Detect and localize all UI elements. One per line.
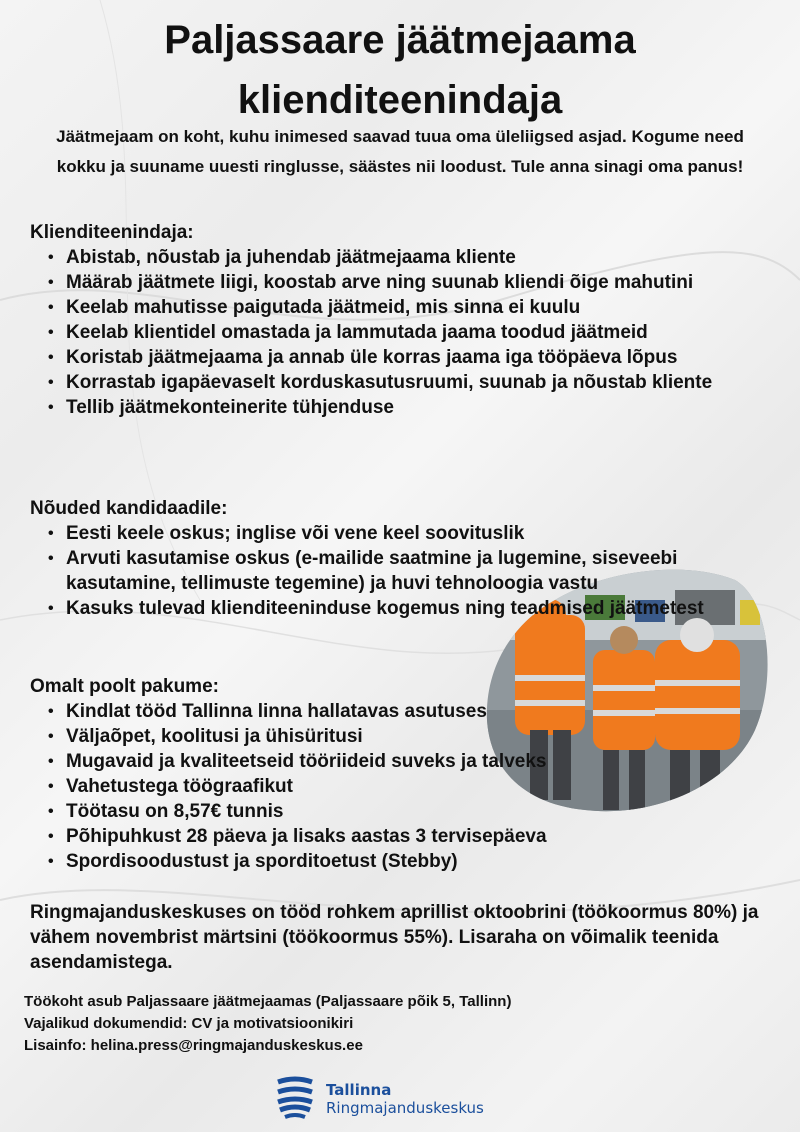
requirements-item: • Kasuks tulevad klienditeeninduse kogemus ning teadmised jäätmetest: [66, 596, 780, 621]
duties-list: [30, 245, 780, 420]
offers-title: Omalt poolt pakume:: [30, 676, 219, 697]
logo-text: [326, 1081, 484, 1117]
info-block: [24, 991, 784, 1057]
location-text: Töökoht asub Paljassaare jäätmejaamas (Paljassaare põik 5, Tallinn): [24, 993, 512, 1010]
duties-item: • Keelab klientidel omastada ja lammutada jaama toodud jäätmeid: [66, 320, 780, 345]
shield-logo-icon: [276, 1076, 314, 1122]
organization-logo: [276, 1076, 484, 1122]
page-title: [0, 10, 800, 130]
requirements-item: • Eesti keele oskus; inglise või vene keel soovituslik: [66, 521, 780, 546]
closing-text: Ringmajanduskeskuses on tööd rohkem aprillist oktoobrini (töökoormus 80%) ja vähem novembrist märtsini (töökoormus 55%). Lisaraha on võimalik teenida asendamistega.: [30, 902, 759, 973]
requirements-item: • Arvuti kasutamise oskus (e-mailide saatmine ja lugemine, siseveebi kasutamine, tellimuste tegemine) ja huvi tehnoloogia vastu: [66, 546, 780, 596]
logo-line1: Tallinna: [326, 1081, 392, 1099]
offers-item: • Spordisoodustust ja sporditoetust (Stebby): [66, 849, 780, 874]
intro-text: Jäätmejaam on koht, kuhu inimesed saavad tuua oma üleliigsed asjad. Kogume need kokku ja suuname uuesti ringlusse, säästes nii loodust. Tule anna sinagi oma panus!: [56, 127, 744, 176]
offers-item: • Töötasu on 8,57€ tunnis: [66, 799, 780, 824]
logo-line2: Ringmajanduskeskus: [326, 1099, 484, 1117]
duties-item: • Määrab jäätmete liigi, koostab arve ning suunab kliendi õige mahutini: [66, 270, 780, 295]
offers-item: • Vahetustega töögraafikut: [66, 774, 780, 799]
duties-item: • Koristab jäätmejaama ja annab üle korras jaama iga tööpäeva lõpus: [66, 345, 780, 370]
offers-item: • Kindlat tööd Tallinna linna hallatavas asutuses: [66, 699, 780, 724]
requirements-list: [30, 521, 780, 621]
title-text: Paljassaare jäätmejaama klienditeenindaja: [164, 18, 636, 122]
duties-title: Klienditeenindaja:: [30, 222, 194, 243]
requirements-section: [30, 496, 780, 621]
duties-item: • Keelab mahutisse paigutada jäätmeid, mis sinna ei kuulu: [66, 295, 780, 320]
duties-section: [30, 220, 780, 420]
offers-list: [30, 699, 780, 874]
offers-section: [30, 674, 780, 874]
documents-text: Vajalikud dokumendid: CV ja motivatsioonikiri: [24, 1015, 354, 1032]
contact-text: Lisainfo: helina.press@ringmajanduskeskus.ee: [24, 1037, 363, 1054]
offers-item: • Mugavaid ja kvaliteetseid tööriideid suveks ja talveks: [66, 749, 780, 774]
offers-item: • Väljaõpet, koolitusi ja ühisüritusi: [66, 724, 780, 749]
duties-item: • Abistab, nõustab ja juhendab jäätmejaama kliente: [66, 245, 780, 270]
requirements-title: Nõuded kandidaadile:: [30, 498, 228, 519]
duties-item: • Korrastab igapäevaselt korduskasutusruumi, suunab ja nõustab kliente: [66, 370, 780, 395]
offers-item: • Põhipuhkust 28 päeva ja lisaks aastas 3 tervisepäeva: [66, 824, 780, 849]
duties-item: • Tellib jäätmekonteinerite tühjenduse: [66, 395, 780, 420]
